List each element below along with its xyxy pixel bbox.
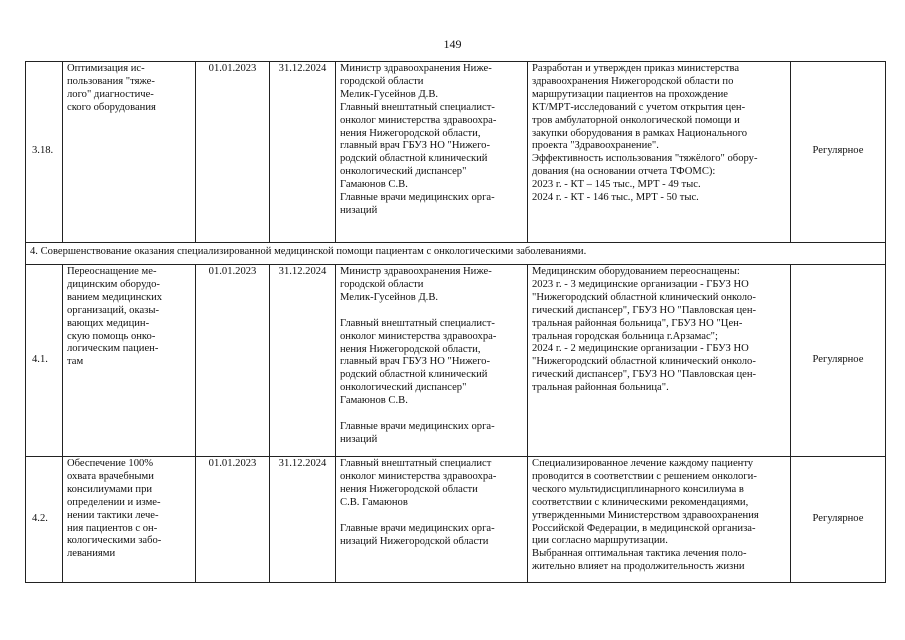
frequency: Регулярное (791, 62, 886, 243)
measure-name: Оптимизация ис- пользования "тяже- лого" диагностиче- ского оборудования (63, 62, 196, 243)
responsible-persons: Министр здравоохранения Ниже- городской области Мелик-Гусейнов Д.В. Главный внештатный специалист- онколог министерства здравоохра- нения Нижегородской области, главный врач ГБУЗ НО "Нижего- родский областной клинический онкологический диспансер" Гамаюнов С.В. Главные врачи медицинских орга- низаций (336, 62, 528, 243)
row-number: 4.1. (26, 265, 63, 457)
table-row (26, 265, 886, 457)
responsible-chief-physicians: Главные врачи медицинских орга- низаций Нижегородской области (340, 522, 495, 547)
responsible-persons (336, 457, 528, 583)
end-date: 31.12.2024 (270, 457, 336, 583)
row-number: 4.2. (26, 457, 63, 583)
start-date: 01.01.2023 (196, 62, 270, 243)
measures-table (25, 61, 886, 583)
responsible-minister: Министр здравоохранения Ниже- городской области Мелик-Гусейнов Д.В. (340, 266, 492, 303)
result-description: Специализированное лечение каждому пациенту проводится в соответствии с решением онкологи- ческого мультидисциплинарного консилиума в соответствии с клиническими рекомендациями, утвержденными Министерством здравоохранения Российской Федерации, в медицинской организа- ции согласно маршрутизации. Выбранная оптимальная тактика лечения поло- жительно влияет на продолжительность жизни (528, 457, 791, 583)
responsible-persons (336, 265, 528, 457)
start-date: 01.01.2023 (196, 457, 270, 583)
measure-name: Переоснащение ме- дицинским оборудо- ванием медицинских организаций, оказы- вающих медицин- скую помощь онко- логическим пациен- там (63, 265, 196, 457)
frequency: Регулярное (791, 457, 886, 583)
end-date: 31.12.2024 (270, 62, 336, 243)
measure-name: Обеспечение 100% охвата врачебными консилиумами при определении и изме- нении тактики лече- ния пациентов с он- кологическими забо- леваниями (63, 457, 196, 583)
responsible-chief-physicians: Главные врачи медицинских орга- низаций (340, 421, 495, 445)
row-number: 3.18. (26, 62, 63, 243)
result-description: Медицинским оборудованием переоснащены: 2023 г. - 3 медицинские организации - ГБУЗ НО "Нижегородский областной клинический онколо- гический диспансер", ГБУЗ НО "Павловская цен- тральная районная больница", ГБУЗ НО "Цен- тральная городская больница г.Арзамас"; 2024 г. - 2 медицинские организации - ГБУЗ НО "Нижегородский областной клинический онколо- гический диспансер", ГБУЗ НО "Павловская цен- тральная районная больница". (528, 265, 791, 457)
responsible-chief-oncologist: Главный внештатный специалист онколог министерства здравоохра- нения Нижегородской области С.В. Гамаюнов (340, 458, 497, 508)
section-title: 4. Совершенствование оказания специализированной медицинской помощи пациентам с онкологическими заболеваниями. (26, 243, 886, 265)
table-row (26, 457, 886, 583)
table-row (26, 62, 886, 243)
responsible-chief-oncologist: Главный внештатный специалист- онколог министерства здравоохра- нения Нижегородской области, главный врач ГБУЗ НО "Нижего- родский областной клинический онкологический диспансер" Гамаюнов С.В. (340, 317, 497, 407)
frequency: Регулярное (791, 265, 886, 457)
section-row (26, 243, 886, 265)
page-number: 149 (443, 37, 462, 51)
result-description: Разработан и утвержден приказ министерства здравоохранения Нижегородской области по маршрутизации пациентов на прохождение КТ/МРТ-исследований с учетом открытия цен- тров амбулаторной онкологической помощи и закупки оборудования в рамках Национального проекта "Здравоохранение". Эффективность использования "тяжёлого" обору- дования (на основании отчета ТФОМС): 2023 г. - КТ – 145 тыс., МРТ - 49 тыс. 2024 г. - КТ - 146 тыс., МРТ - 50 тыс. (528, 62, 791, 243)
start-date: 01.01.2023 (196, 265, 270, 457)
end-date: 31.12.2024 (270, 265, 336, 457)
